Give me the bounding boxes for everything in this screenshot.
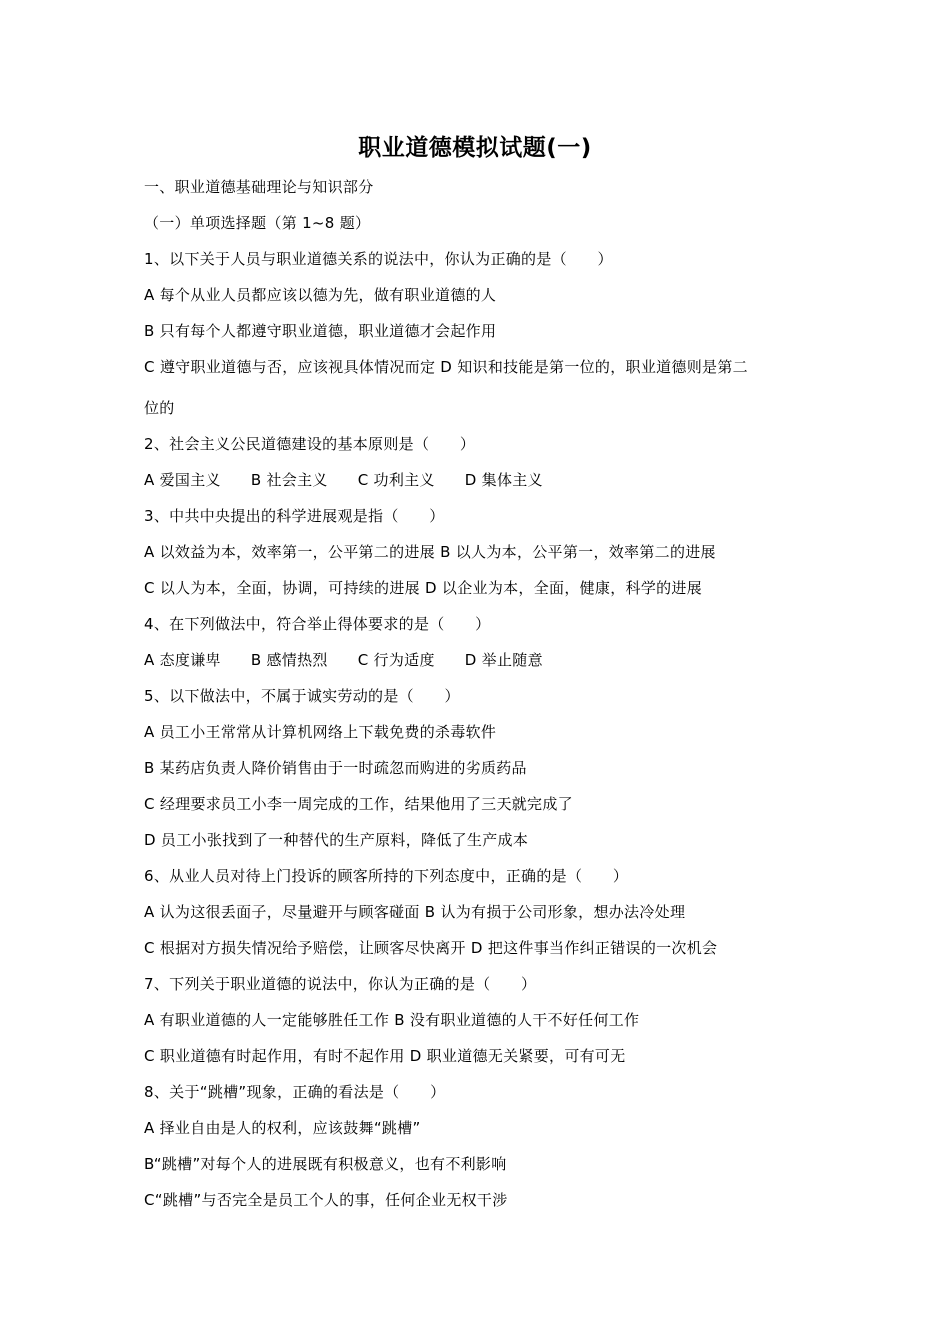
q2-option-a: A 爱国主义 (144, 471, 221, 489)
q2-option-d: D 集体主义 (464, 471, 543, 489)
q4-option-b: B 感情热烈 (250, 651, 328, 669)
q4-options (144, 649, 543, 671)
q6-option-c-d: C 根据对方损失情况给予赔偿，让顾客尽快离开 D 把这件事当作纠正错误的一次机会 (144, 939, 718, 957)
q1-option-b: B 只有每个人都遵守职业道德，职业道德才会起作用 (144, 322, 497, 340)
q5-option-b: B 某药店负责人降价销售由于一时疏忽而购进的劣质药品 (144, 759, 527, 777)
q6-option-a-b: A 认为这很丢面子，尽量避开与顾客碰面 B 认为有损于公司形象，想办法冷处理 (144, 903, 686, 921)
q1-option-d-continued: 位的 (144, 399, 175, 417)
section-heading: 一、职业道德基础理论与知识部分 (144, 178, 374, 196)
q4-option-c: C 行为适度 (357, 651, 435, 669)
q2-option-c: C 功利主义 (357, 471, 435, 489)
question-1: 1、以下关于人员与职业道德关系的说法中，你认为正确的是（ ） (144, 250, 613, 268)
document-title: 职业道德模拟试题(一) (358, 135, 592, 161)
q5-option-d: D 员工小张找到了一种替代的生产原料，降低了生产成本 (144, 831, 529, 849)
q5-option-a: A 员工小王常常从计算机网络上下载免费的杀毒软件 (144, 723, 497, 741)
q3-option-a-b: A 以效益为本，效率第一，公平第二的进展 B 以人为本，公平第一，效率第二的进展 (144, 543, 716, 561)
q7-option-c-d: C 职业道德有时起作用，有时不起作用 D 职业道德无关紧要，可有可无 (144, 1047, 626, 1065)
question-4: 4、在下列做法中，符合举止得体要求的是（ ） (144, 615, 491, 633)
q4-option-d: D 举止随意 (464, 651, 543, 669)
q1-option-a: A 每个从业人员都应该以德为先，做有职业道德的人 (144, 286, 497, 304)
q3-option-c-d: C 以人为本，全面，协调，可持续的进展 D 以企业为本，全面，健康，科学的进展 (144, 579, 703, 597)
q1-option-c-d: C 遵守职业道德与否，应该视具体情况而定 D 知识和技能是第一位的，职业道德则是第二 (144, 358, 748, 376)
question-8: 8、关于“跳槽”现象，正确的看法是（ ） (144, 1083, 446, 1101)
q8-option-a: A 择业自由是人的权利，应该鼓舞“跳槽” (144, 1119, 421, 1137)
question-3: 3、中共中央提出的科学进展观是指（ ） (144, 507, 445, 525)
subsection-heading: （一）单项选择题（第 1~8 题） (144, 214, 371, 232)
question-5: 5、以下做法中，不属于诚实劳动的是（ ） (144, 687, 460, 705)
q5-option-c: C 经理要求员工小李一周完成的工作，结果他用了三天就完成了 (144, 795, 573, 813)
q7-option-a-b: A 有职业道德的人一定能够胜任工作 B 没有职业道德的人干不好任何工作 (144, 1011, 640, 1029)
q2-options (144, 469, 543, 491)
q4-option-a: A 态度谦卑 (144, 651, 221, 669)
question-2: 2、社会主义公民道德建设的基本原则是（ ） (144, 435, 476, 453)
question-6: 6、从业人员对待上门投诉的顾客所持的下列态度中，正确的是（ ） (144, 867, 629, 885)
q2-option-b: B 社会主义 (250, 471, 328, 489)
q8-option-c: C“跳槽”与否完全是员工个人的事，任何企业无权干涉 (144, 1191, 508, 1209)
question-7: 7、下列关于职业道德的说法中，你认为正确的是（ ） (144, 975, 537, 993)
q8-option-b: B“跳槽”对每个人的进展既有积极意义，也有不利影响 (144, 1155, 507, 1173)
